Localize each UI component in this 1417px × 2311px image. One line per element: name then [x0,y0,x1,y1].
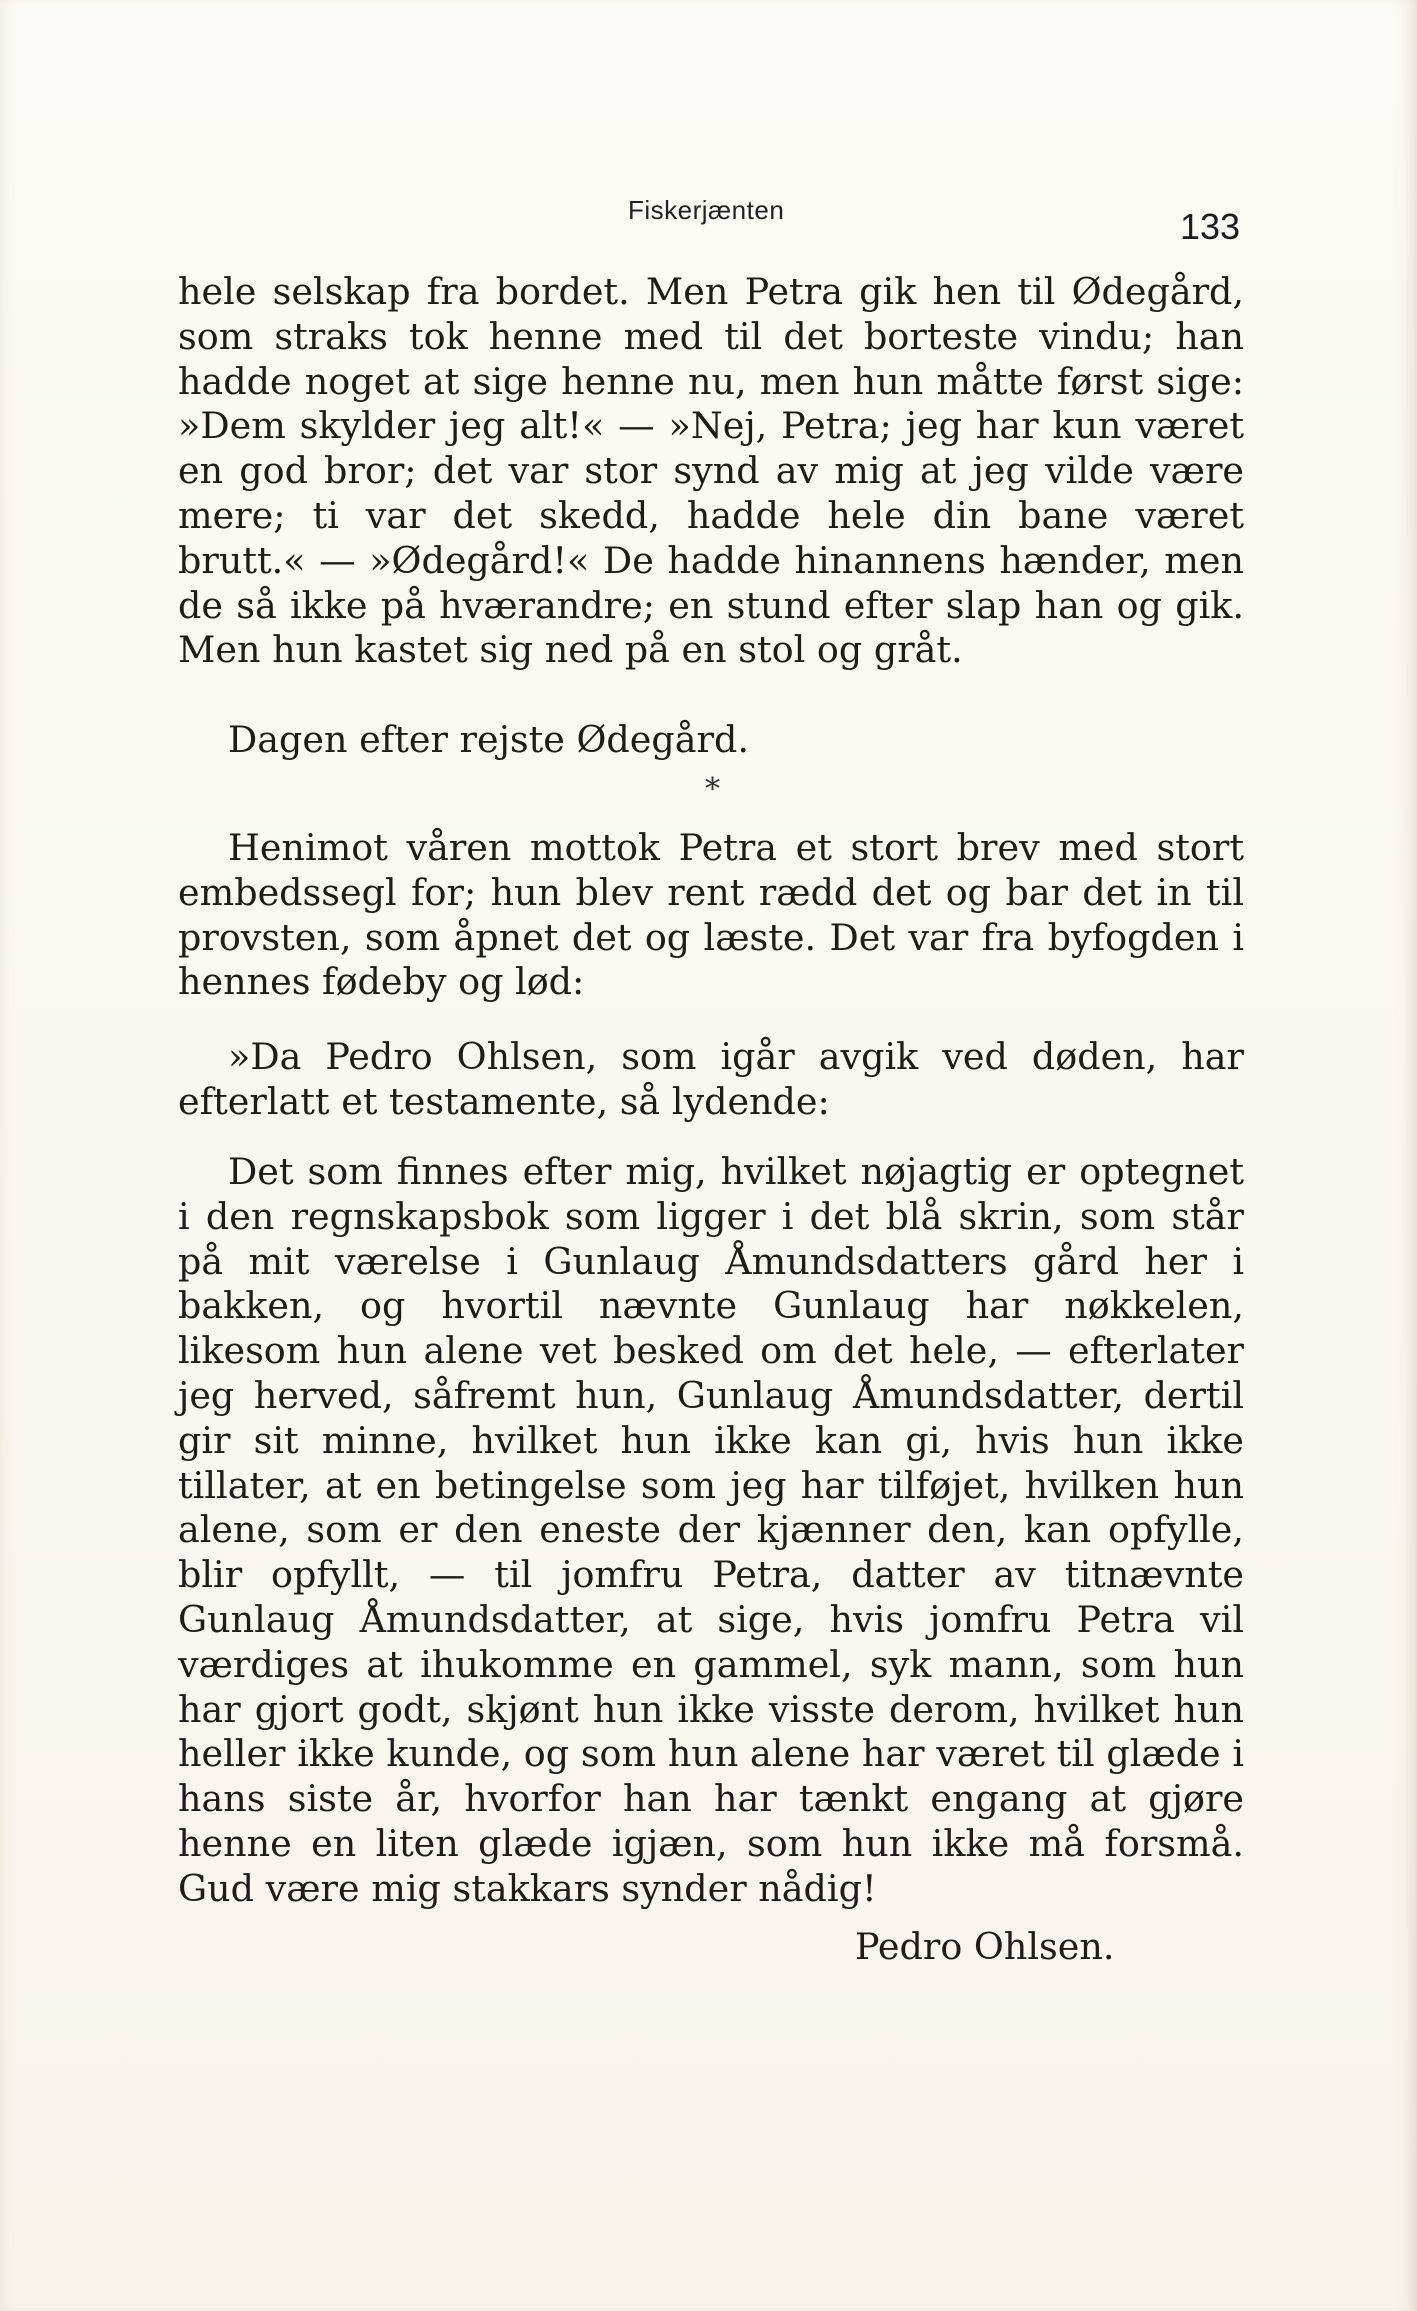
paragraph-4-text: »Da Pedro Ohlsen, som igår avgik ved døden, har efterlatt et testamente, så lydende: [178,1035,1244,1123]
paragraph-1 [178,270,1244,673]
asterisk-separator: * [705,772,720,807]
page-number: 133 [1180,206,1241,247]
section-separator [0,772,1417,807]
paragraph-2-text: Dagen efter rejste Ødegård. [228,718,749,761]
paragraph-5-testament [178,1150,1244,1912]
paragraph-2 [178,718,1244,763]
paragraph-4 [178,1035,1244,1125]
signature: Pedro Ohlsen. [855,1925,1115,1968]
paragraph-1-text: hele selskap fra bordet. Men Petra gik hen til Ødegård, som straks tok henne med til det borteste vindu; han hadde noget at sige henne nu, men hun måtte først sige: »Dem skylder jeg alt!« — »Nej, Petra; jeg har kun været en god bror; det var stor synd av mig at jeg vilde være mere; ti var det skedd, hadde hele din bane været brutt.« — »Ødegård!« De hadde hinannens hænder, men de så ikke på hværandre; en stund efter slap han og gik. Men hun kastet sig ned på en stol og gråt. [178,270,1244,672]
paragraph-5-text: Det som finnes efter mig, hvilket nøjagtig er optegnet i den regnskapsbok som ligger i det blå skrin, som står på mit værelse i Gunlaug Åmundsdatters gård her i bakken, og hvortil nævnte Gunlaug har nøkkelen, likesom hun alene vet besked om det hele, — efterlater jeg herved, såfremt hun, Gunlaug Åmundsdatter, dertil gir sit minne, hvilket hun ikke kan gi, hvis hun ikke tillater, at en betingelse som jeg har tilføjet, hvilken hun alene, som er den eneste der kjænner den, kan opfylle, blir opfyllt, — til jomfru Petra, datter av titnævnte Gunlaug Åmundsdatter, at sige, hvis jomfru Petra vil værdiges at ihukomme en gammel, syk mann, som hun har gjort godt, skjønt hun ikke visste derom, hvilket hun heller ikke kunde, og som hun alene har været til glæde i hans siste år, hvorfor han har tænkt engang at gjøre henne en liten glæde igjæn, som hun ikke må forsmå. Gud være mig stakkars synder nådig! [178,1150,1244,1910]
running-title: Fiskerjænten [628,195,785,225]
paragraph-3-text: Henimot våren mottok Petra et stort brev med stort embedssegl for; hun blev rent rædd det og bar det in til provsten, som åpnet det og læste. Det var fra byfogden i hennes fødeby og lød: [178,826,1244,1004]
paragraph-3 [178,826,1244,1005]
